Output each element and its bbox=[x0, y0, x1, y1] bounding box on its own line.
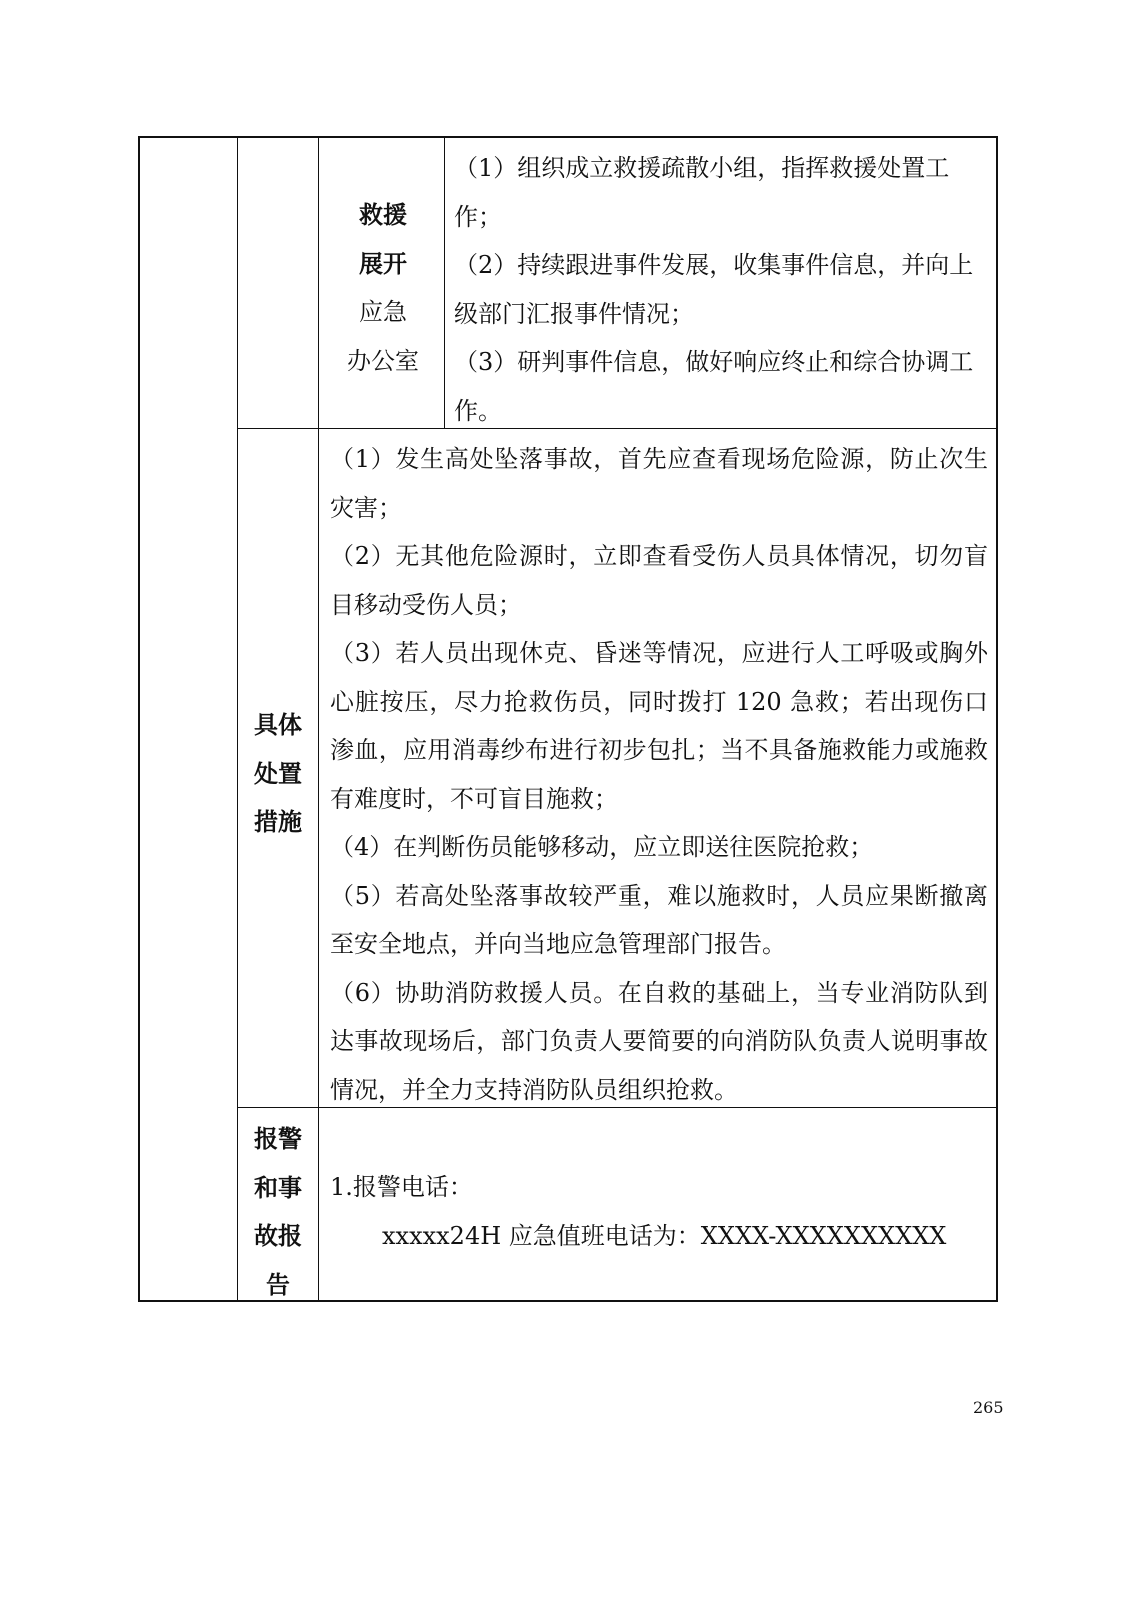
page-number: 265 bbox=[973, 1398, 1004, 1417]
measures-item: （6）协助消防救援人员。在自救的基础上，当专业消防队到达事故现场后，部门负责人要简要的向消防队负责人说明事故情况，并全力支持消防队员组织抢救。 bbox=[330, 978, 988, 1104]
rescue-item: （2）持续跟进事件发展，收集事件信息，并向上级部门汇报事件情况； bbox=[454, 251, 974, 328]
rescue-label-line: 展开 bbox=[359, 249, 407, 278]
rescue-label-line: 救援 bbox=[359, 201, 407, 229]
measures-label-line: 措施 bbox=[254, 808, 302, 836]
report-label-line: 告 bbox=[266, 1270, 290, 1299]
rescue-dept-line: 办公室 bbox=[347, 346, 419, 375]
report-label-line: 故报 bbox=[254, 1222, 302, 1250]
rescue-label bbox=[343, 191, 423, 385]
measures-label bbox=[238, 701, 318, 847]
report-phone-line: xxxxx24H 应急值班电话为：XXXX-XXXXXXXXXX bbox=[382, 1221, 947, 1250]
report-label-line: 报警 bbox=[254, 1125, 302, 1153]
measures-label-line: 具体 bbox=[254, 711, 302, 739]
rescue-content bbox=[454, 144, 990, 435]
rescue-dept-line: 应急 bbox=[359, 298, 407, 326]
measures-item: （3）若人员出现休克、昏迷等情况，应进行人工呼吸或胸外心脏按压，尽力抢救伤员，同时拨打 120 急救；若出现伤口渗血，应用消毒纱布进行初步包扎；当不具备施救能力或施救有难度时，不可盲目施救； bbox=[330, 639, 988, 813]
emergency-table bbox=[138, 136, 998, 1302]
measures-item: （1）发生高处坠落事故，首先应查看现场危险源，防止次生灾害； bbox=[330, 445, 988, 522]
report-label bbox=[238, 1115, 318, 1309]
report-heading: 1.报警电话： bbox=[330, 1173, 473, 1201]
rescue-item: （3）研判事件信息，做好响应终止和综合协调工作。 bbox=[454, 348, 974, 425]
rescue-item: （1）组织成立救援疏散小组，指挥救援处置工作； bbox=[454, 154, 950, 231]
measures-content bbox=[330, 435, 988, 1114]
measures-item: （4）在判断伤员能够移动，应立即送往医院抢救； bbox=[330, 833, 874, 861]
measures-item: （2）无其他危险源时，立即查看受伤人员具体情况，切勿盲目移动受伤人员； bbox=[330, 542, 988, 619]
col-divider-2 bbox=[318, 138, 319, 1300]
measures-label-line: 处置 bbox=[254, 759, 302, 788]
report-content bbox=[330, 1163, 988, 1260]
measures-item: （5）若高处坠落事故较严重，难以施救时，人员应果断撤离至安全地点，并向当地应急管理部门报告。 bbox=[330, 881, 988, 958]
report-label-line: 和事 bbox=[254, 1173, 302, 1202]
col-divider-3 bbox=[444, 138, 445, 428]
